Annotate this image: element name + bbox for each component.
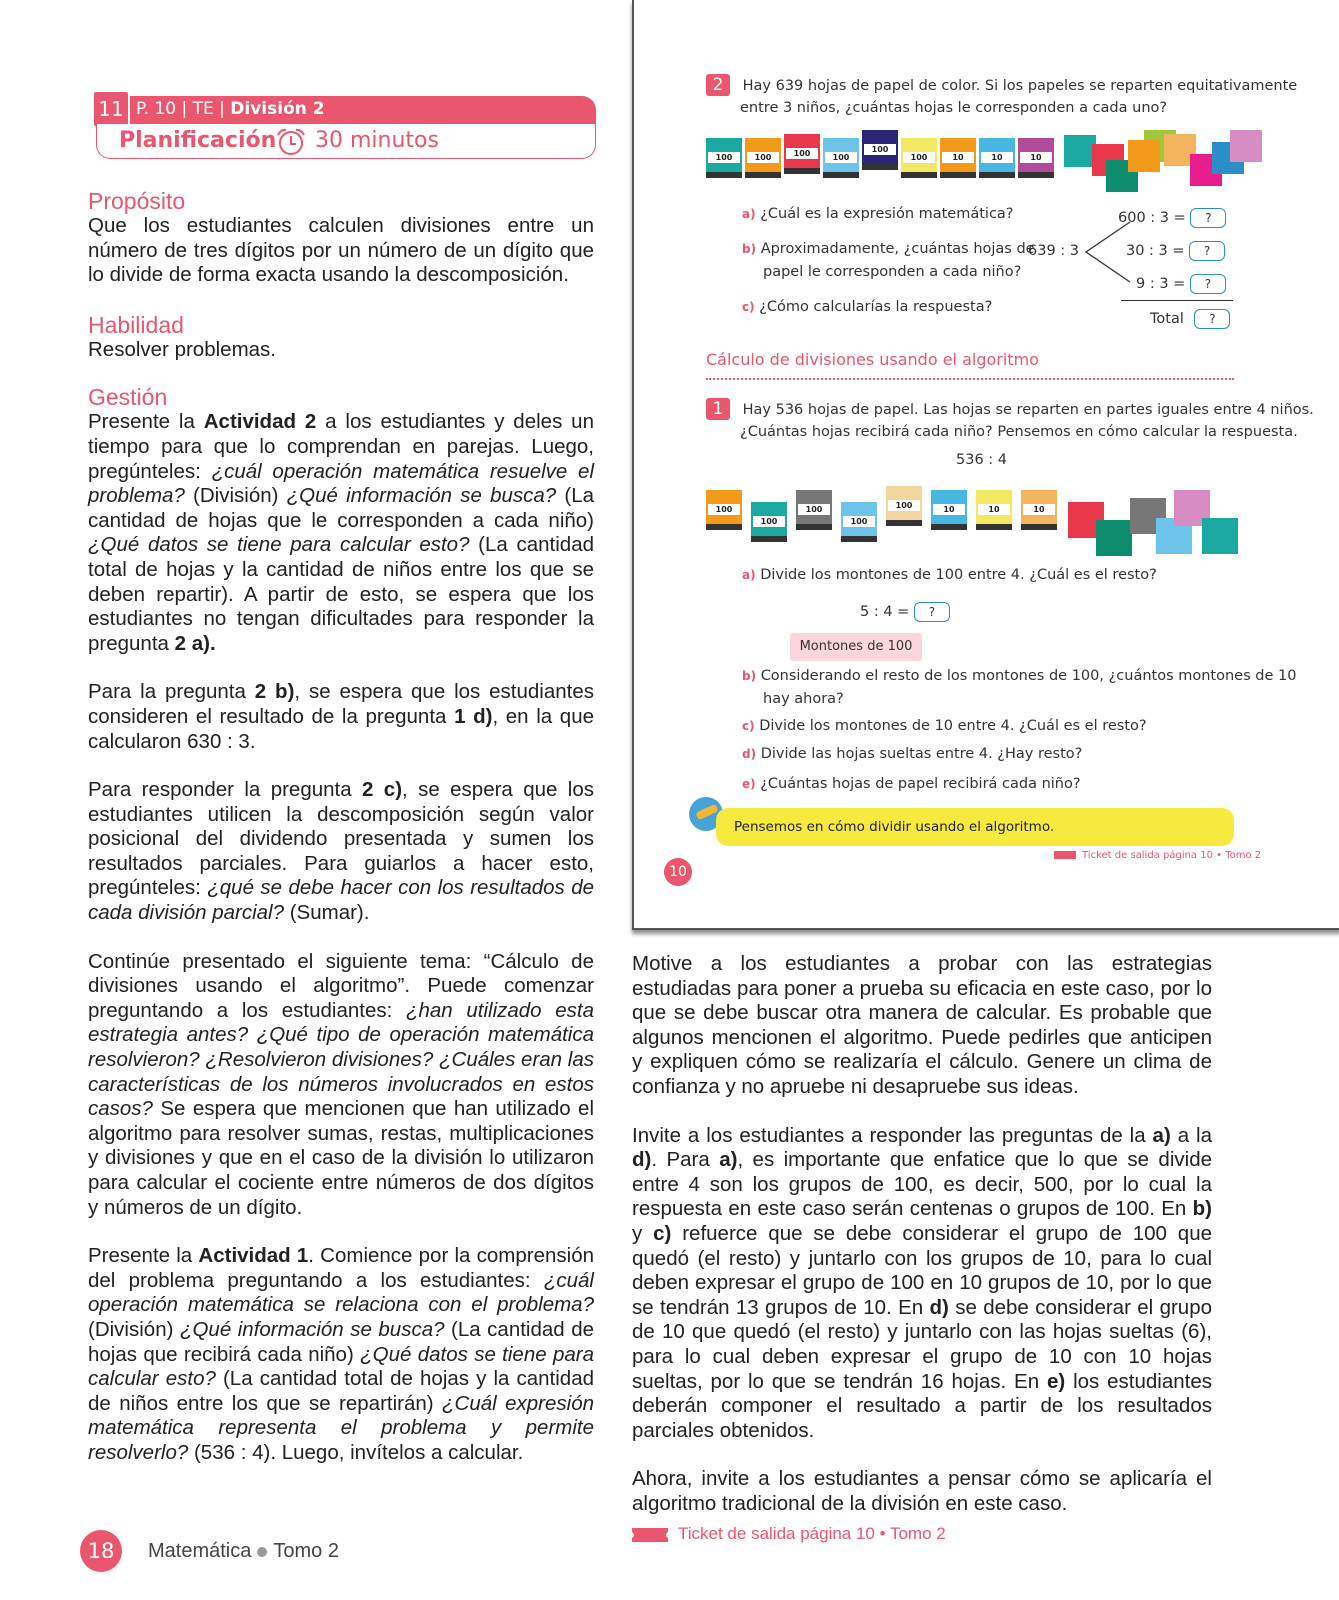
paper-stack — [745, 138, 781, 178]
q1-part-b: b) Considerando el resto de los montones de 100, ¿cuántos montones de 10 — [742, 668, 1297, 684]
stack-label: 100 — [708, 152, 740, 163]
stack-label: 10 — [978, 504, 1010, 515]
question-1-number: 1 — [706, 398, 730, 420]
q2-part-c: c) ¿Cómo calcularías la respuesta? — [742, 299, 993, 315]
right-column — [632, 952, 1212, 1540]
div-row-600: 600 : 3 = ? — [1118, 207, 1226, 230]
proposito-text: Que los estudiantes calculen divisiones entre un número de tres dígitos por un número de un dígito que lo divide de forma exacta usando la descomposición. — [88, 214, 594, 287]
div-row-30: 30 : 3 = ? — [1126, 240, 1225, 263]
paper-stack — [940, 138, 976, 178]
stack-label: 100 — [786, 148, 818, 159]
stack-label: 10 — [933, 504, 965, 515]
habilidad-text: Resolver problemas. — [88, 337, 276, 361]
q1-loose-papers — [1068, 494, 1238, 554]
lesson-number: 11 — [92, 90, 130, 128]
paper-stack — [931, 490, 967, 530]
stack-label: 100 — [843, 516, 875, 527]
stack-label: 10 — [981, 152, 1013, 163]
gestion-paragraph-3: Para responder la pregunta 2 c), se espera que los estudiantes utilicen la descomposición según valor posicional del dividendo presentada y sumen los resultados parciales. Para guiarlos a hacer esto, pregúnteles: ¿qué se debe hacer con los resultados de cada división parcial? (Sumar). — [88, 778, 594, 925]
sum-line — [1121, 300, 1233, 301]
q1-part-d: d) Divide las hojas sueltas entre 4. ¿Hay resto? — [742, 746, 1083, 762]
div-row-9: 9 : 3 = ? — [1136, 273, 1226, 296]
stack-label: 100 — [825, 152, 857, 163]
q2-part-b-line-2: papel le corresponden a cada niño? — [763, 264, 1022, 280]
stack-label: 100 — [888, 500, 920, 511]
footer-page-number: 18 — [80, 1530, 122, 1572]
paper-stack — [751, 502, 787, 542]
paper-stack — [823, 138, 859, 178]
paper-stack — [784, 134, 820, 174]
q2-loose-papers — [1064, 130, 1254, 196]
proposito-heading: Propósito — [88, 188, 186, 214]
page-number-badge: 10 — [664, 858, 692, 886]
q1-part-b-line-2: hay ahora? — [763, 691, 844, 707]
stack-label: 100 — [753, 516, 785, 527]
right-paragraph-3: Ahora, invite a los estudiantes a pensar cómo se aplicaría el algoritmo tradicional de la división en este caso. — [632, 1467, 1212, 1515]
ticket-salida: Ticket de salida página 10 • Tomo 2 — [632, 1524, 946, 1544]
paper-stack — [979, 138, 1015, 178]
paper-stack — [841, 502, 877, 542]
question-2-text-2: entre 3 niños, ¿cuántas hojas le corresponden a cada uno? — [740, 100, 1168, 116]
left-column — [88, 188, 594, 1490]
section-divider — [706, 378, 1234, 380]
plan-time: 30 minutos — [315, 128, 439, 153]
paper-stack — [796, 490, 832, 530]
montones-label: Montones de 100 — [790, 633, 922, 661]
paper-stack — [976, 490, 1012, 530]
gestion-paragraph-2: Para la pregunta 2 b), se espera que los estudiantes consideren el resultado de la pregunta 1 d), en la que calcularon 630 : 3. — [88, 680, 595, 753]
stack-label: 100 — [798, 504, 830, 515]
gestion-paragraph-1: Presente la Actividad 2 a los estudiantes y deles un tiempo para que lo comprendan en parejas. Luego, pregúnteles: ¿cuál operación matemática resuelve el problema? (División) ¿Qué información se busca? (La cantidad de hojas que le corresponden a cada niño) ¿Qué datos se tiene para calcular esto? (La cantidad total de hojas y la cantidad de niños entre los que se deben repartir). A partir de esto, se espera que los estudiantes no tengan dificultades para responder la pregunta 2 a). — [88, 410, 595, 655]
paper-stack — [706, 138, 742, 178]
paper-stack — [901, 138, 937, 178]
right-paragraph-1: Motive a los estudiantes a probar con las estrategias estudiadas para poner a prueba su eficacia en este caso, por lo que se debe buscar otra manera de calcular. Es probable que algunos mencionen el algoritmo. Puede pedirles que anticipen y expliquen cómo se realizaría el cálculo. Genere un clima de confianza y no apruebe ni desapruebe sus ideas. — [632, 952, 1212, 1098]
question-1: 1 Hay 536 hojas de papel. Las hojas se reparten en partes iguales entre 4 niños. — [706, 398, 1314, 422]
plan-box — [96, 124, 596, 159]
gestion-section — [88, 384, 594, 1465]
header-tags: P. 10 | TE | División 2 — [136, 99, 325, 119]
alarm-clock-icon — [275, 127, 307, 157]
stack-label: 10 — [942, 152, 974, 163]
question-2: 2 Hay 639 hojas de papel de color. Si los papeles se reparten equitativamente — [706, 74, 1297, 98]
stack-label: 10 — [1023, 504, 1055, 515]
q1-part-c: c) Divide los montones de 10 entre 4. ¿Cuál es el resto? — [742, 718, 1147, 734]
lesson-title: División 2 — [230, 99, 325, 119]
q2-part-b: b) Aproximadamente, ¿cuántas hojas de — [742, 241, 1035, 257]
habilidad-section — [88, 312, 594, 363]
hint-bar: Pensemos en cómo dividir usando el algoritmo. — [716, 808, 1234, 846]
q1-paper-stacks — [706, 490, 1066, 550]
paper-stack — [862, 130, 898, 170]
q2-paper-stacks — [706, 134, 1086, 184]
student-page — [632, 0, 1339, 930]
paper-stack — [706, 490, 742, 530]
q1-part-e: e) ¿Cuántas hojas de papel recibirá cada niño? — [742, 776, 1081, 792]
question-1-text-2: ¿Cuántas hojas recibirá cada niño? Pensemos en cómo calcular la respuesta. — [740, 424, 1298, 440]
q1-part-a: a) Divide los montones de 100 entre 4. ¿Cuál es el resto? — [742, 567, 1157, 583]
expression-5-4: 5 : 4 = ? — [860, 601, 950, 624]
division-639-3: 639 : 3 — [1028, 243, 1080, 259]
gestion-paragraph-4: Continúe presentado el siguiente tema: “Cálculo de divisiones usando el algoritmo”. Puede comenzar preguntando a los estudiantes: ¿han utilizado esta estrategia antes? ¿Qué tipo de operación matemática resolvieron? ¿Resolvieron divisiones? ¿Cuáles eran las características de los números involucrados en estos casos? Se espera que mencionen que han utilizado el algoritmo para resolver sumas, restas, multiplicaciones y divisiones y que en el caso de la división lo utilizaron para calcular el cociente entre números de dos dígitos y números de un dígito. — [88, 949, 594, 1219]
expression-536-4: 536 : 4 — [956, 452, 1008, 468]
gestion-heading: Gestión — [88, 384, 168, 411]
te-tag: TE — [192, 99, 214, 119]
stack-label: 10 — [1020, 152, 1052, 163]
stack-label: 100 — [747, 152, 779, 163]
page-ref: P. 10 — [136, 99, 177, 119]
paper-stack — [1018, 138, 1054, 178]
right-paragraph-2: Invite a los estudiantes a responder las preguntas de la a) a la d). Para a), es importante que enfatice que lo que se divide entre 4 son los grupos de 100, es decir, 500, por lo cual la respuesta en este caso serán centenas o grupos de 100. En b) y c) refuerce que se debe considerar el grupo de 100 que quedó (el resto) y juntarlo con los grupos de 10, para lo cual deben expresar el grupo de 100 en 10 grupos de 10, por lo que se tendrán 13 grupos de 10. En d) se debe considerar el grupo de 10 que quedó (el resto) y juntarlo con las hojas sueltas (6), para lo cual deben expresar el grupo de 10 con 10 hojas sueltas, por lo que se tendrán 16 hojas. En e) los estudiantes deberán componer el resultado a partir de los resultados parciales obtenidos. — [632, 1123, 1212, 1442]
page-ticket: Ticket de salida página 10 • Tomo 2 — [1054, 850, 1261, 861]
stack-label: 100 — [708, 504, 740, 515]
paper-stack — [886, 486, 922, 526]
stack-label: 100 — [903, 152, 935, 163]
lesson-header — [92, 96, 596, 160]
habilidad-heading: Habilidad — [88, 311, 184, 338]
proposito-section — [88, 188, 594, 288]
paper-stack — [1021, 490, 1057, 530]
plan-label: Planificación — [119, 128, 277, 153]
section-title: Cálculo de divisiones usando el algoritmo — [706, 350, 1039, 369]
ticket-icon — [632, 1526, 668, 1544]
gestion-paragraph-5: Presente la Actividad 1. Comience por la comprensión del problema preguntando a los estudiantes: ¿cuál operación matemática se relaciona con el problema? (División) ¿Qué información se busca? (La cantidad de hojas que recibirá cada niño) ¿Qué datos se tiene para calcular esto? (La cantidad total de hojas y la cantidad de niños entre los que se repartirán) ¿Cuál expresión matemática representa el problema y permite resolverlo? (536 : 4). Luego, invítelos a calcular. — [88, 1244, 595, 1464]
stack-label: 100 — [864, 144, 896, 155]
question-2-number: 2 — [706, 74, 730, 96]
q2-part-a: a) ¿Cuál es la expresión matemática? — [742, 206, 1014, 222]
footer-text: Matemática Tomo 2 — [148, 1540, 339, 1562]
total-row: Total ? — [1150, 308, 1230, 331]
